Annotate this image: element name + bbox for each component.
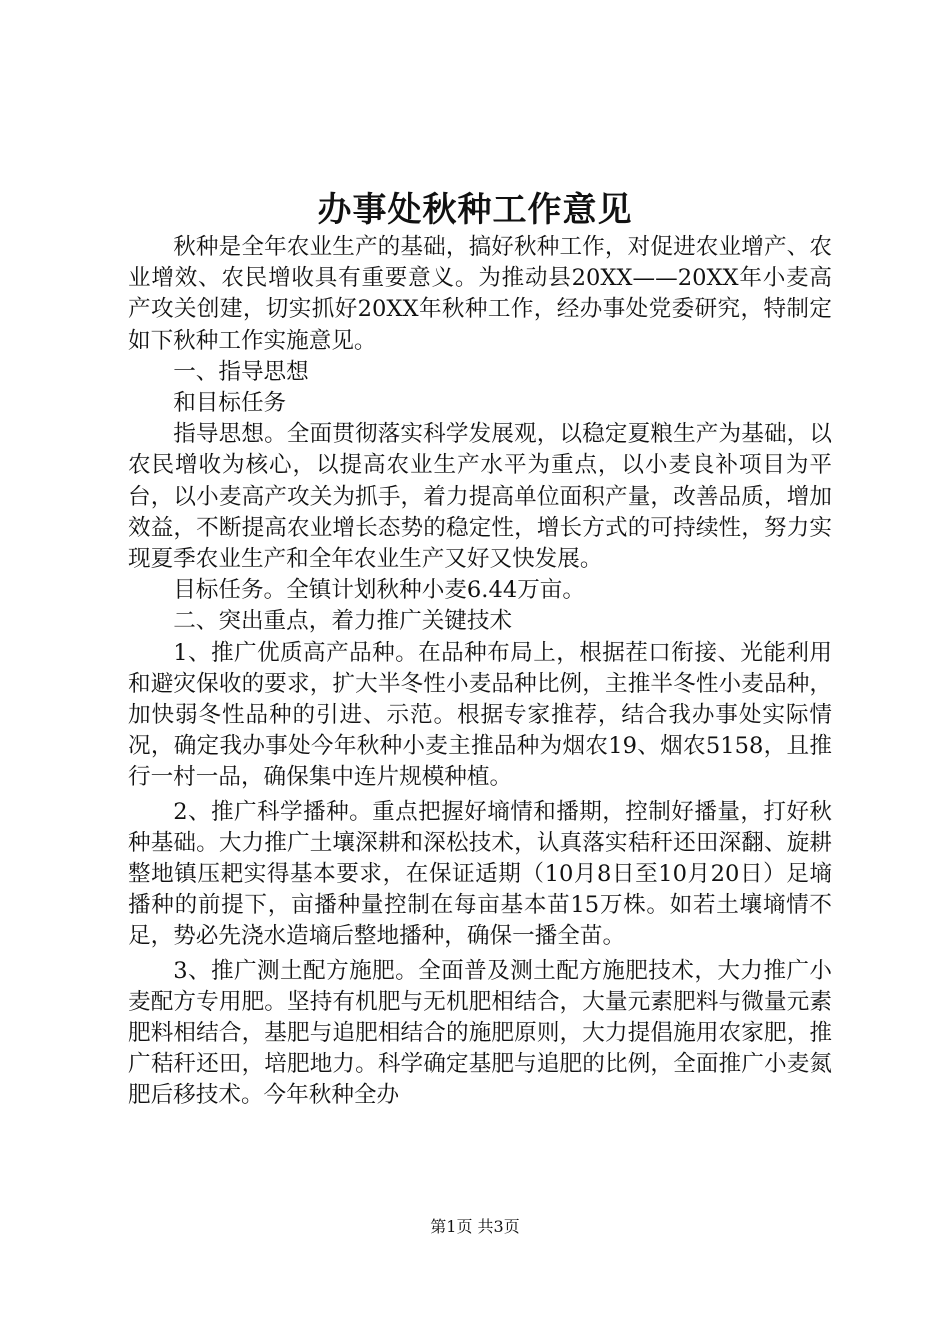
paragraph-target-task: 目标任务。全镇计划秋种小麦6.44万亩。 bbox=[173, 577, 585, 604]
paragraph-item-3: 3、推广测土配方施肥。全面普及测土配方施肥技术，大力推广小麦配方专用肥。坚持有机肥与无机肥相结合，大量元素肥料与微量元素肥料相结合，基肥与追肥相结合的施肥原则，大力提倡施用农家肥，推广秸秆还田，培肥地力。科学确定基肥与追肥的比例，全面推广小麦氮肥后移技术。今年秋种全办 bbox=[128, 957, 832, 1109]
document-title: 办事处秋种工作意见 bbox=[317, 190, 633, 230]
section-heading-2: 二、突出重点，着力推广关键技术 bbox=[173, 608, 513, 635]
section-heading-1: 一、指导思想 bbox=[173, 358, 309, 385]
paragraph-intro: 秋种是全年农业生产的基础，搞好秋种工作，对促进农业增产、农业增效、农民增收具有重要意义。为推动县20XX——20XX年小麦高产攻关创建，切实抓好20XX年秋种工作，经办事处党委研究，特制定如下秋种工作实施意见。 bbox=[128, 234, 832, 354]
page-footer: 第1页 共3页 bbox=[430, 1217, 520, 1236]
paragraph-item-2: 2、推广科学播种。重点把握好墒情和播期，控制好播量，打好秋种基础。大力推广土壤深耕和深松技术，认真落实秸秆还田深翻、旋耕整地镇压耙实得基本要求，在保证适期（10月8日至10月20日）足墒播种的前提下，亩播种量控制在每亩基本苗15万株。如若土壤墒情不足，势必先浇水造墒后整地播种，确保一播全苗。 bbox=[128, 798, 832, 950]
paragraph-item-1: 1、推广优质高产品种。在品种布局上，根据茬口衔接、光能利用和避灾保收的要求，扩大半冬性小麦品种比例，主推半冬性小麦品种，加快弱冬性品种的引进、示范。根据专家推荐，结合我办事处实际情况，确定我办事处今年秋种小麦主推品种为烟农19、烟农5158，且推行一村一品，确保集中连片规模种植。 bbox=[128, 639, 832, 791]
paragraph-guiding-thought: 指导思想。全面贯彻落实科学发展观，以稳定夏粮生产为基础，以农民增收为核心，以提高农业生产水平为重点，以小麦良补项目为平台，以小麦高产攻关为抓手，着力提高单位面积产量，改善品质，增加效益，不断提高农业增长态势的稳定性，增长方式的可持续性，努力实现夏季农业生产和全年农业生产又好又快发展。 bbox=[128, 421, 832, 573]
section-heading-1-continued: 和目标任务 bbox=[173, 390, 287, 417]
document-body bbox=[128, 232, 832, 1112]
